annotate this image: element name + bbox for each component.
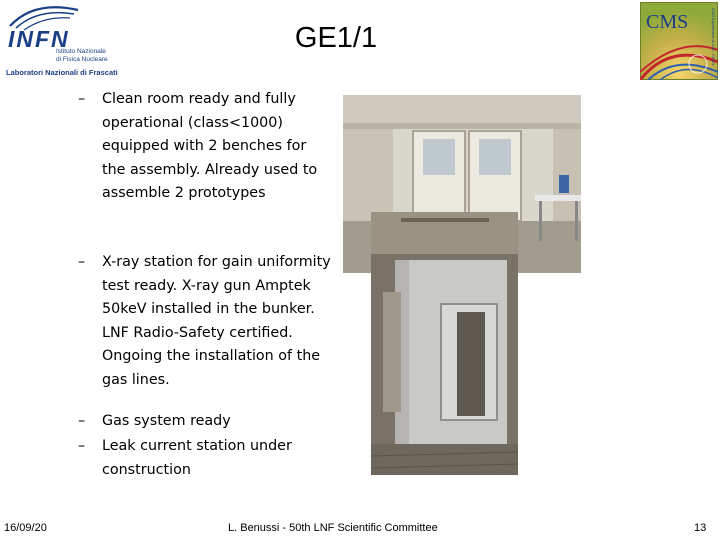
infn-institute [56,48,108,63]
bullet-line: operational (class<1000) [102,114,283,131]
bullet-line: Gas system ready [102,413,231,429]
bullet-line: equipped with 2 benches for [102,138,307,154]
bullet-dash: – [78,438,86,454]
bullet-dash: – [78,413,86,429]
bullet-line: the assembly. Already used to [102,161,318,178]
bullet-leak-current [78,435,292,482]
infn-wordmark: INFN [8,26,70,52]
cms-wordmark: CMS [646,11,689,33]
bullet-line: Clean room ready and fully [102,91,296,107]
bullet-line: gas lines. [102,371,170,388]
infn-institute-line: Istituto Nazionale [56,48,106,55]
cms-side-text: CMS Experiment at LHC, CERN [711,8,716,66]
infn-lab-name: Laboratori Nazionali di Frascati [6,68,118,77]
footer-page-number: 13 [694,522,707,534]
cms-emblem-icon [640,2,718,80]
bullet-clean-room [78,88,317,206]
bullet-line: construction [102,461,191,478]
bullet-line: Ongoing the installation of the [102,348,321,364]
bullet-dash: – [78,254,86,270]
bullet-line: X-ray station for gain uniformity [102,254,331,270]
bullet-line: LNF Radio-Safety certified. [102,324,293,341]
infn-logo [4,2,116,80]
bullet-xray-station [78,251,331,392]
infn-institute-line: di Fisica Nucleare [56,55,108,63]
xray-bunker-photo [371,212,518,475]
bullet-dash: – [78,91,86,107]
footer-date: 16/09/20 [4,522,47,534]
footer-center: L. Benussi - 50th LNF Scientific Committee [228,522,438,534]
slide-title: GE1/1 [294,22,378,54]
bullet-line: assemble 2 prototypes [102,185,266,201]
bullet-line: test ready. X-ray gun Amptek [102,277,311,294]
bullet-line: Leak current station under [102,438,292,454]
bullet-line: 50keV installed in the bunker. [102,301,315,317]
bullet-gas-system [78,410,231,434]
cms-logo [640,2,718,80]
xray-bunker-picture [371,212,518,475]
